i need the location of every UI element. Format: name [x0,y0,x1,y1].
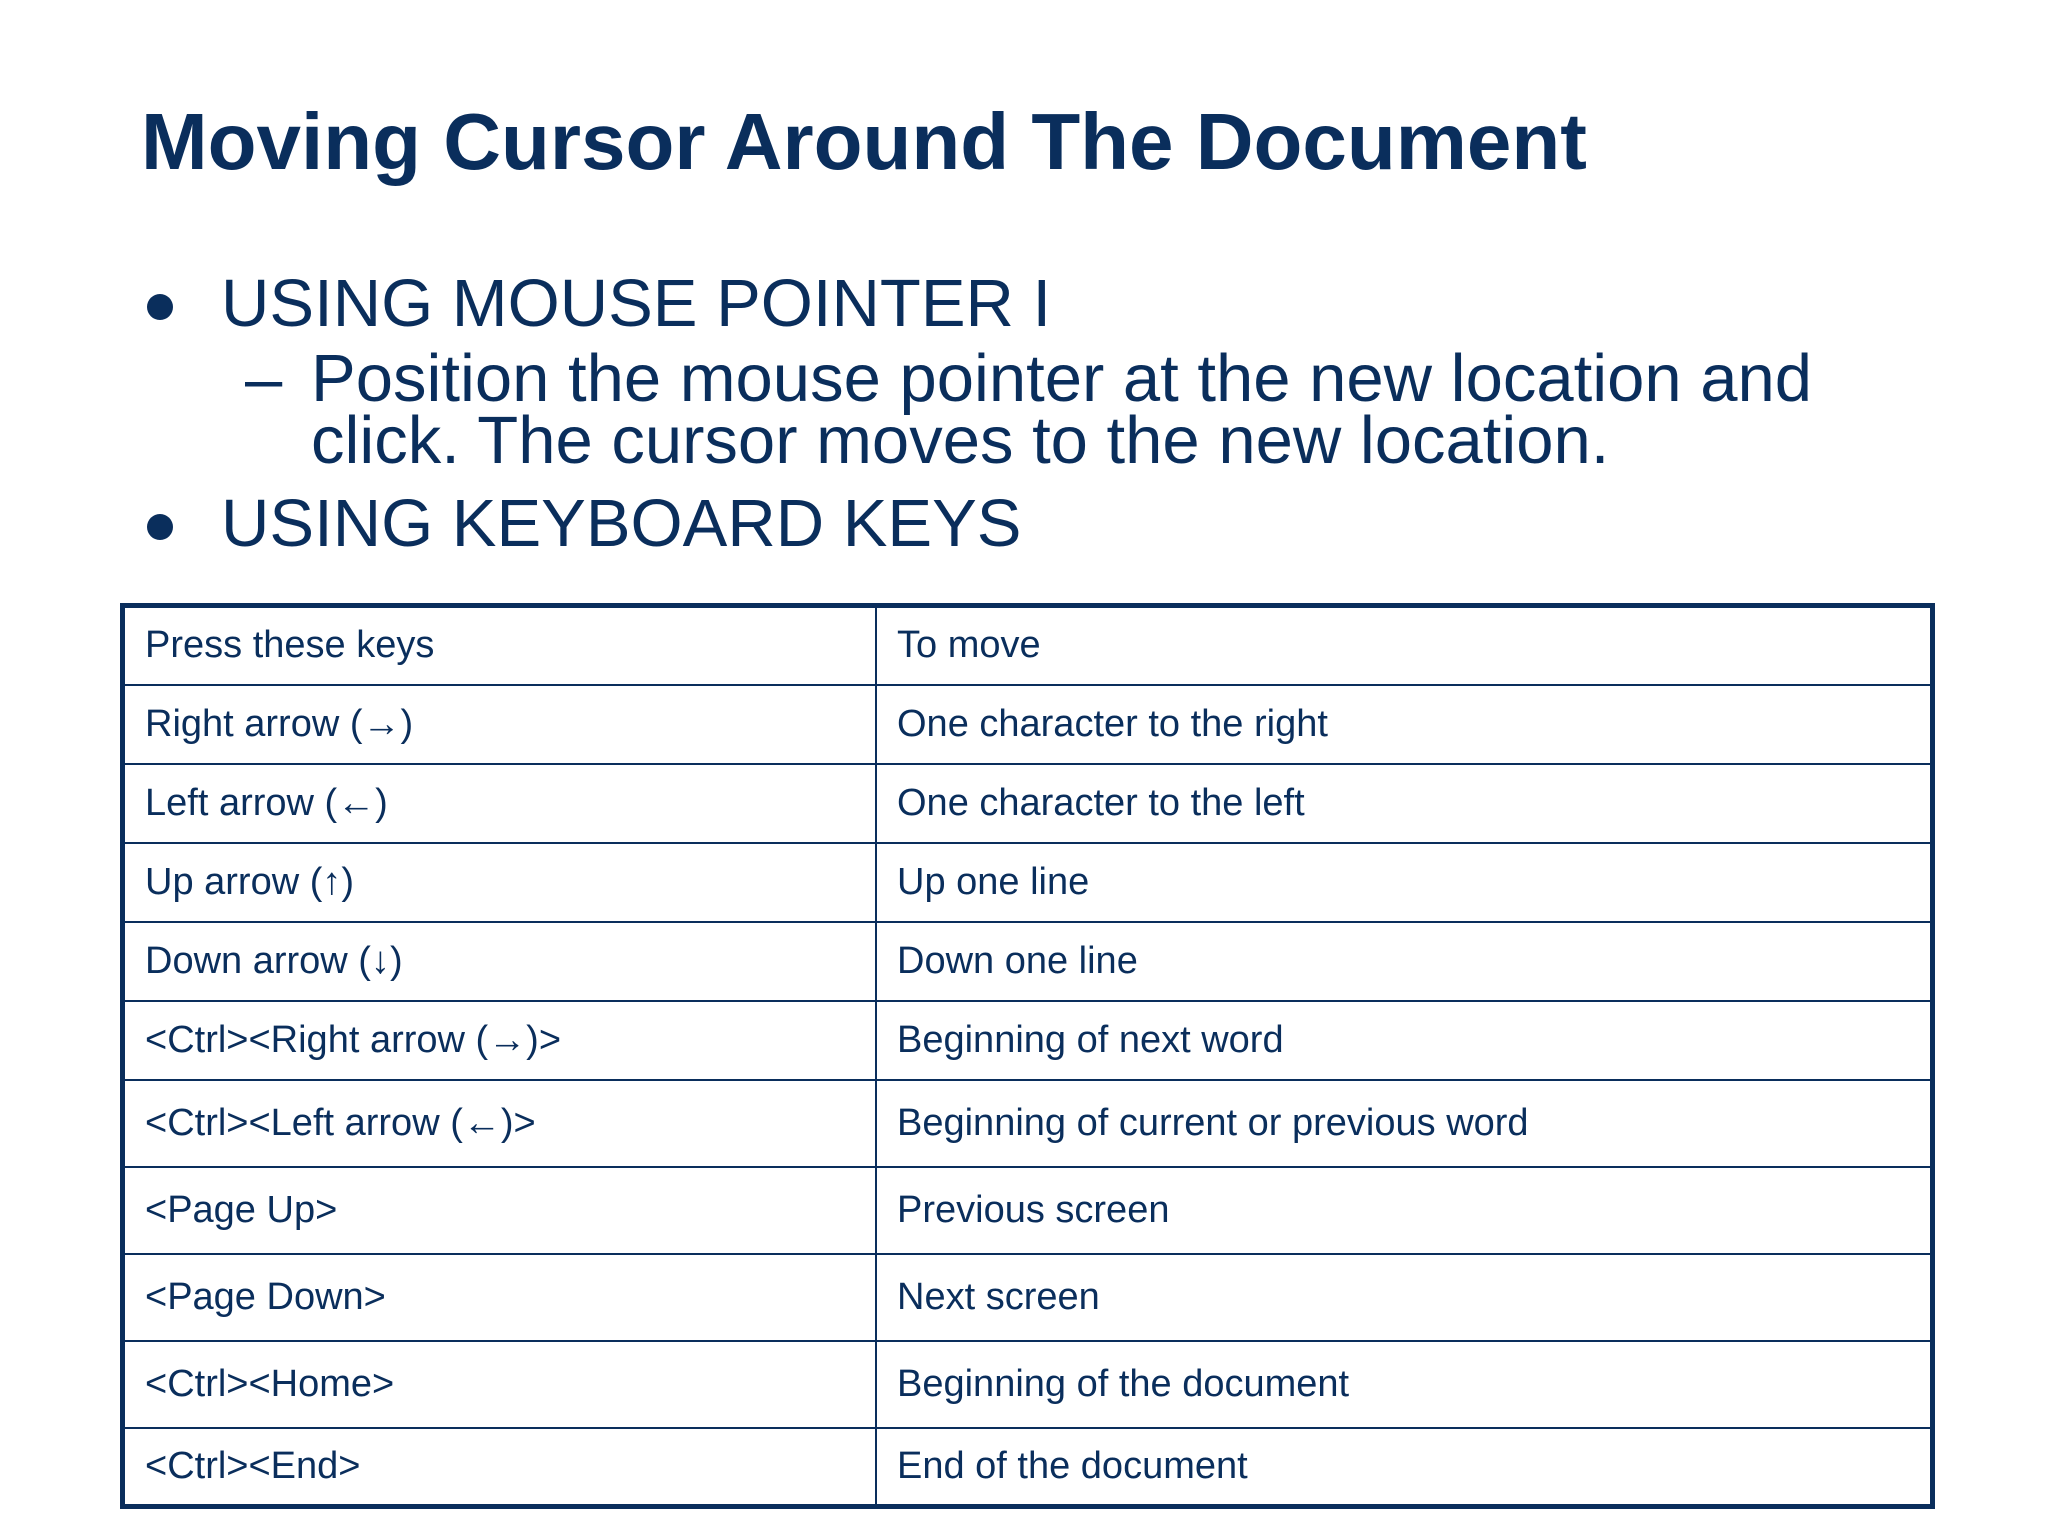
bullet-text: USING MOUSE POINTER I [221,266,1052,341]
key-cell: Down arrow (↓) [123,922,877,1001]
action-cell: Beginning of current or previous word [876,1080,1933,1167]
key-cell: <Ctrl><Right arrow (→)> [123,1001,877,1080]
table-row [123,764,1933,843]
bullet-text: USING KEYBOARD KEYS [221,486,1022,561]
column-header-keys: Press these keys [123,606,877,685]
action-cell: One character to the right [876,685,1933,764]
sub-bullet-text: Position the mouse pointer at the new location and click. The cursor moves to the new location. [311,341,1813,478]
table-row [123,843,1933,922]
key-cell: <Ctrl><End> [123,1428,877,1507]
bullet-item [141,482,1941,566]
bullet-list [141,262,1941,566]
sub-bullet-item [141,341,1941,478]
key-cell: Right arrow (→) [123,685,877,764]
bullet-dot-icon [147,294,173,320]
table-row [123,685,1933,764]
table-row [123,1254,1933,1341]
action-cell: Beginning of the document [876,1341,1933,1428]
key-cell: <Page Down> [123,1254,877,1341]
table-row [123,922,1933,1001]
table-row [123,1428,1933,1507]
table-row [123,1001,1933,1080]
action-cell: End of the document [876,1428,1933,1507]
action-cell: Next screen [876,1254,1933,1341]
key-cell: <Ctrl><Left arrow (←)> [123,1080,877,1167]
table-header-row [123,606,1933,685]
key-cell: Up arrow (↑) [123,843,877,922]
action-cell: Up one line [876,843,1933,922]
dash-marker: – [245,341,283,416]
key-cell: <Ctrl><Home> [123,1341,877,1428]
keyboard-shortcuts-table [120,603,1935,1509]
key-cell: Left arrow (←) [123,764,877,843]
table-row [123,1080,1933,1167]
bullet-dot-icon [147,514,173,540]
key-cell: <Page Up> [123,1167,877,1254]
table-row [123,1341,1933,1428]
slide-title: Moving Cursor Around The Document [141,97,1587,186]
column-header-move: To move [876,606,1933,685]
action-cell: Beginning of next word [876,1001,1933,1080]
action-cell: Previous screen [876,1167,1933,1254]
action-cell: One character to the left [876,764,1933,843]
table-row [123,1167,1933,1254]
bullet-item [141,262,1941,346]
action-cell: Down one line [876,922,1933,1001]
